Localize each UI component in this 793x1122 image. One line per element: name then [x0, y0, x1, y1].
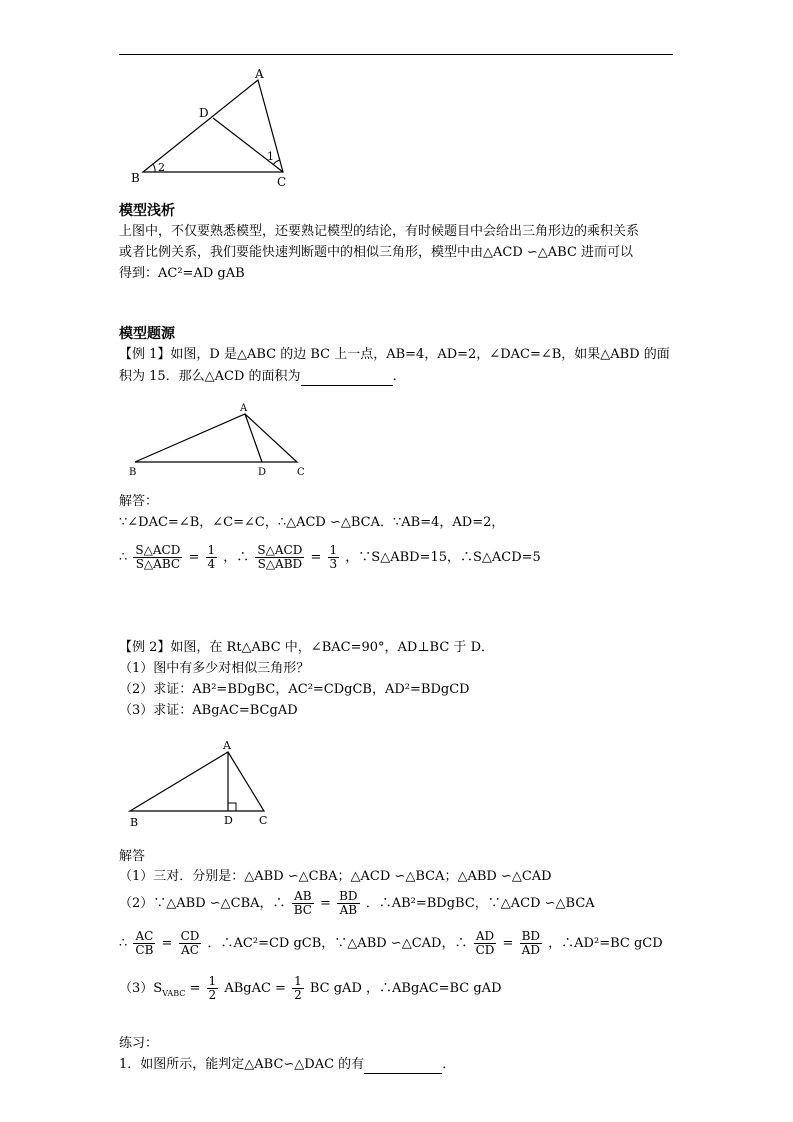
fraction-bd-ab: $\frac{BD}{AB}$: [339, 889, 358, 918]
figure-2-triangle: [125, 400, 315, 480]
label-d: D: [224, 814, 233, 827]
example-1-answer-line-1: ∵∠DAC=∠B，∠C=∠C，∴△ACD ∽△BCA．∵AB=4，AD=2，: [119, 515, 505, 530]
label-a: A: [240, 403, 248, 414]
model-analysis-heading: 模型浅析: [119, 203, 175, 219]
label-a: A: [255, 67, 264, 81]
example-1-answer-label: 解答：: [119, 494, 159, 509]
header-rule: [119, 54, 673, 55]
label-b: B: [131, 171, 140, 185]
label-d: D: [199, 106, 209, 120]
triangle-abc: [130, 752, 264, 811]
label-a: A: [223, 739, 231, 752]
fraction-bd-ad: $\frac{BD}{AD}$: [521, 929, 541, 958]
model-analysis-line-1: 上图中，不仅要熟悉模型，还要熟记模型的结论，有时候题目中会给出三角形边的乘积关系: [119, 224, 640, 239]
figure-1-triangle: [125, 62, 305, 192]
label-c: C: [277, 175, 287, 189]
example-1-line-2: [119, 369, 406, 386]
example-2-answer-1: （1）三对．分别是：△ABD ∽△CBA；△ACD ∽△BCA；△ABD ∽△CAD: [119, 869, 552, 884]
practice-question-1: 1．如图所示，能判定△ABC∽△DAC 的有 ．: [119, 1057, 456, 1072]
example-1-line-2-end: ．: [392, 369, 406, 384]
label-angle-2: 2: [158, 161, 165, 174]
fraction-ad-cd: $\frac{AD}{CD}$: [475, 929, 495, 958]
example-2-answer-3: ∴ $\frac{AC}{CB}$ = $\frac{CD}{AC}$ ．∴AC²=CD gCB，∵△ABD ∽△CAD，∴ $\frac{AD}{CD}$ = $\frac{BD}{AD}$ ，∴AD²=BC gCD: [119, 929, 663, 958]
triangle-abc: [143, 80, 283, 172]
fraction-area-ratio-2: $\frac{\text{S△ACD}}{\text{S△ABD}}$: [257, 543, 303, 572]
example-1-answer-tail: ∵S△ABD=15，∴S△ACD=5: [358, 550, 541, 566]
label-c: C: [297, 467, 305, 478]
example-2-line-1: 【例 2】如图，在 Rt△ABC 中，∠BAC=90°，AD⊥BC 于 D．: [119, 640, 494, 655]
example-1-line-1: 【例 1】如图，D 是△ABC 的边 BC 上一点，AB=4，AD=2，∠DAC=∠B，如果△ABD 的面: [119, 347, 670, 362]
example-2-question-1: （1）图中有多少对相似三角形？: [119, 661, 310, 676]
fraction-half-1: $\frac{1}{2}$: [208, 974, 217, 1003]
label-b: B: [130, 816, 139, 829]
fraction-value-2: $\frac{1}{3}$: [329, 543, 338, 572]
fraction-half-2: $\frac{1}{2}$: [294, 974, 302, 1003]
example-2-question-2: （2）求证：AB²=BDgBC，AC²=CDgCB，AD²=BDgCD: [119, 682, 470, 697]
example-1-line-2-text: 积为 15．那么△ACD 的面积为: [119, 369, 301, 384]
model-analysis-line-3: 得到：AC²=AD gAB: [119, 266, 245, 281]
fraction-value-1: $\frac{1}{4}$: [207, 543, 216, 572]
fraction-ac-cb: $\frac{AC}{CB}$: [135, 929, 154, 958]
right-angle-mark: [228, 803, 236, 811]
fraction-cd-ac: $\frac{CD}{AC}$: [180, 929, 200, 958]
label-d: D: [258, 467, 267, 478]
example-1-answer-line-2: ∴ $\frac{\text{S△ACD}}{\text{S△ABC}}$ = $\frac{1}{4}$ ，∴ $\frac{\text{S△ACD}}{\text{S△ABD}}$ = $\frac{1}{3}$ ，∵S△ABD=15，∴S△ACD=5: [119, 543, 541, 572]
angle-arc-1: [273, 160, 280, 165]
segment-dc: [213, 118, 283, 172]
answer-blank-1: [301, 369, 393, 386]
model-analysis-line-2: 或者比例关系，我们要能快速判断题中的相似三角形，模型中由△ACD ∽△ABC 进而可以: [119, 245, 634, 260]
triangle-abc: [135, 414, 297, 462]
answer-blank-2: [364, 1057, 442, 1074]
fraction-area-ratio-1: $\frac{\text{S△ACD}}{\text{S△ABC}}$: [135, 543, 181, 572]
example-2-answer-label: 解答: [119, 849, 146, 864]
angle-arc-2: [153, 164, 155, 172]
figure-3-right-triangle: [125, 735, 285, 830]
model-source-heading: 模型题源: [119, 326, 175, 342]
example-2-answer-4: $(3)S_{VABC}$ = $\frac{1}{2}$ ABgAC = $\frac{1}{2}$ BC gAD ，∴ABgAC=BC gAD: [119, 974, 502, 1003]
label-c: C: [259, 814, 268, 827]
example-2-answer-2: （2）∵△ABD ∽△CBA，∴ $\frac{AB}{BC}$ = $\frac{BD}{AB}$ ．∴AB²=BDgBC，∵△ACD ∽△BCA: [119, 889, 595, 918]
practice-label: 练习：: [119, 1036, 159, 1051]
example-2-question-3: （3）求证：ABgAC=BCgAD: [119, 703, 298, 718]
fraction-ab-bc: $\frac{AB}{BC}$: [293, 889, 312, 918]
label-angle-1: 1: [267, 150, 274, 163]
label-b: B: [129, 467, 137, 478]
